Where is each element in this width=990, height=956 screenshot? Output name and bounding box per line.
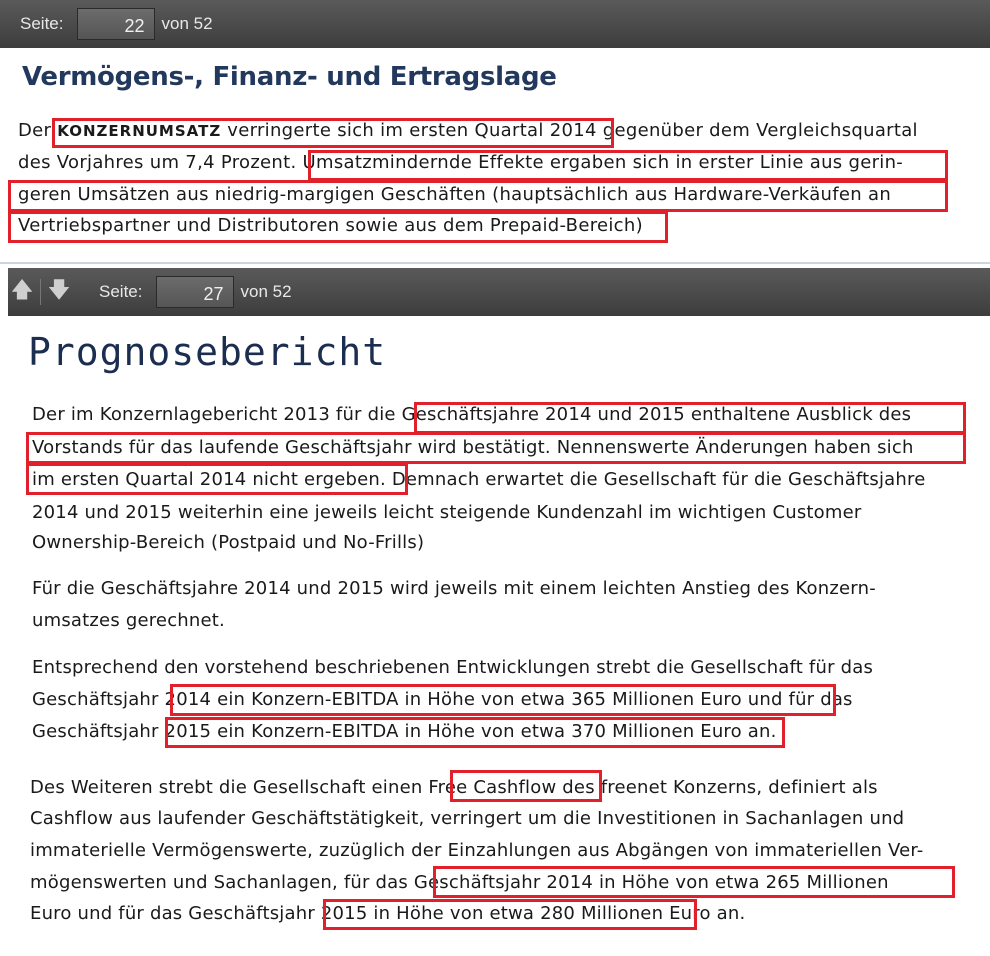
highlight-box — [8, 211, 668, 243]
section-title-prognosebericht: Prognosebericht — [28, 330, 387, 374]
pdf-toolbar-bottom — [8, 268, 990, 316]
text-line: Des Weiteren strebt die Gesellschaft einen Free Cashflow des freenet Konzerns, definiert als — [30, 777, 878, 798]
text-line: Für die Geschäftsjahre 2014 und 2015 wird jeweils mit einem leichten Anstieg des Konzern- — [32, 578, 876, 599]
text-line: im ersten Quartal 2014 nicht ergeben. Demnach erwartet die Gesellschaft für die Geschäftsjahre — [32, 469, 926, 490]
arrow-down-icon[interactable]: 🡇 — [47, 277, 71, 302]
text-line: geren Umsätzen aus niedrig-margigen Geschäften (hauptsächlich aus Hardware-Verkäufen an — [18, 184, 892, 205]
section-title-finanzlage: Vermögens-, Finanz- und Ertragslage — [22, 62, 557, 92]
page-label: Seite: — [99, 282, 143, 301]
pdf-toolbar-top — [0, 0, 990, 48]
text-line: Cashflow aus laufender Geschäftstätigkeit, verringert um die Investitionen in Sachanlagen und — [30, 808, 905, 829]
keyword-konzernumsatz: KONZERNUMSATZ — [57, 122, 222, 140]
highlight-box — [450, 770, 602, 802]
page-number-input[interactable]: 22 — [77, 8, 155, 40]
highlight-box — [165, 717, 785, 748]
text-line: Euro und für das Geschäftsjahr 2015 in Höhe von etwa 280 Millionen Euro an. — [30, 903, 746, 924]
page-count: von 52 — [240, 282, 292, 301]
highlight-box — [170, 684, 836, 716]
text-line: immaterielle Vermögenswerte, zuzüglich der Einzahlungen aus Abgängen von immateriellen Ver- — [30, 840, 924, 861]
highlight-box — [414, 402, 966, 434]
page-count: von 52 — [161, 14, 213, 33]
highlight-box — [52, 118, 614, 148]
text-line: Entsprechend den vorstehend beschriebenen Entwicklungen strebt die Gesellschaft für das — [32, 657, 874, 678]
highlight-box — [8, 180, 948, 212]
text-line: Vorstands für das laufende Geschäftsjahr wird bestätigt. Nennenswerte Änderungen haben sich — [32, 437, 914, 458]
text-line: Ownership-Bereich (Postpaid und No-Frills) — [32, 532, 425, 553]
text-line: Der KONZERNUMSATZ verringerte sich im ersten Quartal 2014 gegenüber dem Vergleichsquartal — [18, 120, 918, 141]
text-line: Geschäftsjahr 2014 ein Konzern-EBITDA in Höhe von etwa 365 Millionen Euro und für das — [32, 689, 853, 710]
highlight-box — [433, 866, 955, 898]
text-line: mögenswerten und Sachanlagen, für das Geschäftsjahr 2014 in Höhe von etwa 265 Millionen — [30, 872, 889, 893]
arrow-up-icon[interactable]: 🡅 — [10, 277, 34, 302]
text-line: 2014 und 2015 weiterhin eine jeweils leicht steigende Kundenzahl im wichtigen Customer — [32, 502, 862, 523]
highlight-box — [26, 463, 408, 495]
highlight-box — [323, 899, 697, 930]
text-line: Vertriebspartner und Distributoren sowie aus dem Prepaid-Bereich) — [18, 215, 643, 236]
text-line: umsatzes gerechnet. — [32, 610, 225, 631]
page-number-input[interactable]: 27 — [156, 276, 234, 308]
toolbar-separator — [40, 279, 41, 305]
page-divider — [0, 262, 990, 264]
highlight-box — [26, 432, 966, 464]
text-line: des Vorjahres um 7,4 Prozent. Umsatzmindernde Effekte ergaben sich in erster Linie aus gerin- — [18, 152, 904, 173]
text-line: Der im Konzernlagebericht 2013 für die Geschäftsjahre 2014 und 2015 enthaltene Ausblick des — [32, 404, 912, 425]
page-label: Seite: — [20, 14, 64, 33]
highlight-box — [308, 150, 948, 181]
text-line: Geschäftsjahr 2015 ein Konzern-EBITDA in Höhe von etwa 370 Millionen Euro an. — [32, 721, 777, 742]
